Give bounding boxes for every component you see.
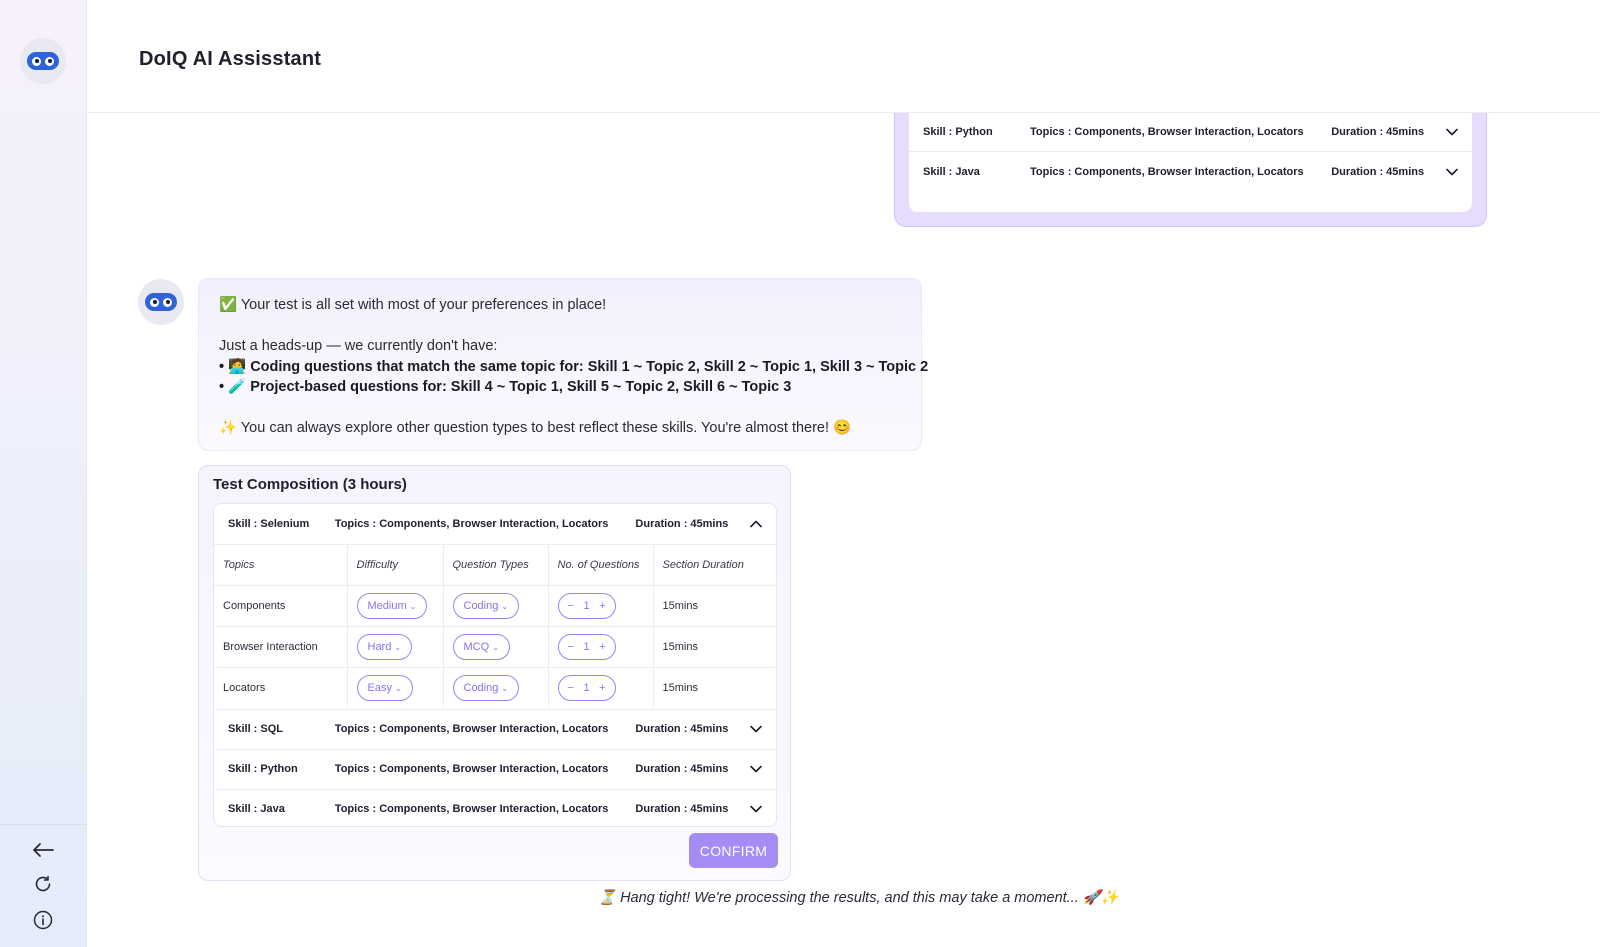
chevron-down-icon: ⌄ bbox=[492, 642, 499, 652]
increment-button[interactable]: + bbox=[599, 682, 606, 695]
message-line: Just a heads-up — we currently don't have: bbox=[219, 338, 498, 354]
chevron-up-icon[interactable] bbox=[746, 520, 762, 528]
message-bullet: • 🧪 Project-based questions for: Skill 4 ~ Topic 1, Skill 5 ~ Topic 2, Skill 6 ~ Topic 3 bbox=[219, 379, 792, 395]
table-row bbox=[214, 627, 776, 668]
skill-row-java[interactable] bbox=[214, 789, 776, 828]
topic-cell: Components bbox=[214, 586, 347, 627]
decrement-button[interactable]: − bbox=[567, 682, 574, 695]
message-bullet: • 🧑‍💻 Coding questions that match the same topic for: Skill 1 ~ Topic 2, Skill 2 ~ Topic 1, Skill 3 ~ Topic 2 bbox=[219, 358, 929, 375]
composition-title: Test Composition (3 hours) bbox=[213, 476, 407, 493]
skill-row-selenium[interactable] bbox=[214, 504, 776, 544]
test-composition-card bbox=[198, 465, 791, 881]
duration-label: Duration : 45mins bbox=[635, 763, 729, 775]
topics-label: Topics : Components, Browser Interaction, Locators bbox=[1030, 125, 1304, 138]
chevron-down-icon: ⌄ bbox=[501, 601, 509, 611]
info-icon[interactable] bbox=[30, 907, 56, 933]
header bbox=[87, 0, 1600, 113]
difficulty-dropdown[interactable]: Easy ⌄ bbox=[357, 675, 413, 701]
chevron-down-icon[interactable] bbox=[746, 805, 762, 813]
topics-table bbox=[214, 544, 776, 709]
chevron-down-icon: ⌄ bbox=[501, 683, 509, 693]
skill-row-python[interactable] bbox=[909, 111, 1472, 151]
decrement-button[interactable]: − bbox=[567, 600, 574, 612]
quantity-value: 1 bbox=[583, 600, 590, 612]
app-title: DoIQ AI Assisstant bbox=[139, 48, 322, 70]
chevron-down-icon: ⌄ bbox=[409, 601, 417, 611]
quantity-stepper[interactable] bbox=[558, 634, 616, 660]
topics-label: Topics : Components, Browser Interaction, Locators bbox=[334, 763, 609, 775]
skill-label: Skill : SQL bbox=[228, 723, 284, 735]
topics-label: Topics : Components, Browser Interaction, Locators bbox=[334, 723, 609, 735]
skill-row-sql[interactable] bbox=[214, 709, 776, 749]
topic-cell: Locators bbox=[214, 668, 347, 709]
quantity-stepper[interactable] bbox=[558, 593, 616, 619]
topics-label: Topics : Components, Browser Interaction, Locators bbox=[1030, 165, 1304, 178]
skill-label: Skill : Java bbox=[228, 803, 285, 815]
skill-label: Skill : Python bbox=[923, 125, 993, 138]
processing-status: ⏳ Hang tight! We're processing the results, and this may take a moment... 🚀✨ bbox=[598, 890, 1119, 906]
question-type-dropdown[interactable]: Coding ⌄ bbox=[453, 593, 520, 619]
difficulty-dropdown[interactable]: Medium ⌄ bbox=[357, 593, 428, 619]
column-header: Difficulty bbox=[347, 545, 443, 586]
table-header-row bbox=[214, 545, 776, 586]
composition-list bbox=[213, 503, 777, 827]
decrement-button[interactable]: − bbox=[567, 641, 574, 653]
skill-row-python[interactable] bbox=[214, 749, 776, 789]
sidebar-divider bbox=[0, 824, 87, 825]
assistant-avatar-icon bbox=[138, 279, 184, 325]
column-header: Question Types bbox=[443, 545, 548, 586]
message-line: ✨ You can always explore other question types to best reflect these skills. You're almost there! 😊 bbox=[219, 420, 852, 436]
duration-label: Duration : 45mins bbox=[1331, 165, 1425, 178]
duration-label: Duration : 45mins bbox=[635, 723, 729, 735]
skill-label: Skill : Java bbox=[923, 165, 980, 178]
topic-cell: Browser Interaction bbox=[214, 627, 347, 668]
question-type-dropdown[interactable]: Coding ⌄ bbox=[453, 675, 520, 701]
column-header: Topics bbox=[214, 545, 347, 586]
chevron-down-icon[interactable] bbox=[1442, 168, 1458, 176]
message-line: ✅ Your test is all set with most of your preferences in place! bbox=[219, 297, 607, 313]
increment-button[interactable]: + bbox=[599, 600, 606, 612]
topics-label: Topics : Components, Browser Interaction, Locators bbox=[334, 803, 609, 815]
section-duration-cell: 15mins bbox=[653, 668, 776, 709]
column-header: No. of Questions bbox=[548, 545, 653, 586]
robot-avatar-icon[interactable] bbox=[20, 38, 66, 84]
chevron-down-icon[interactable] bbox=[746, 765, 762, 773]
chevron-down-icon: ⌄ bbox=[394, 683, 402, 693]
assistant-message bbox=[198, 278, 929, 451]
chevron-down-icon[interactable] bbox=[746, 725, 762, 733]
quantity-value: 1 bbox=[583, 641, 590, 653]
table-row bbox=[214, 668, 776, 709]
section-duration-cell: 15mins bbox=[653, 586, 776, 627]
sidebar bbox=[0, 0, 87, 947]
increment-button[interactable]: + bbox=[599, 641, 606, 653]
quantity-stepper[interactable] bbox=[558, 675, 616, 701]
confirm-button[interactable]: CONFIRM bbox=[689, 833, 778, 868]
topics-label: Topics : Components, Browser Interaction, Locators bbox=[334, 518, 609, 530]
refresh-icon[interactable] bbox=[30, 871, 56, 897]
skill-label: Skill : Selenium bbox=[228, 518, 310, 530]
skill-row-java[interactable] bbox=[909, 151, 1472, 191]
duration-label: Duration : 45mins bbox=[635, 803, 729, 815]
skill-label: Skill : Python bbox=[228, 763, 298, 775]
difficulty-dropdown[interactable]: Hard ⌄ bbox=[357, 634, 413, 660]
chevron-down-icon[interactable] bbox=[1442, 128, 1458, 136]
column-header: Section Duration bbox=[653, 545, 776, 586]
back-arrow-icon[interactable] bbox=[30, 837, 56, 863]
duration-label: Duration : 45mins bbox=[1331, 125, 1425, 138]
table-row bbox=[214, 586, 776, 627]
section-duration-cell: 15mins bbox=[653, 627, 776, 668]
duration-label: Duration : 45mins bbox=[635, 518, 729, 530]
quantity-value: 1 bbox=[583, 682, 590, 695]
question-type-dropdown[interactable]: MCQ ⌄ bbox=[453, 634, 510, 660]
chevron-down-icon: ⌄ bbox=[394, 642, 402, 652]
